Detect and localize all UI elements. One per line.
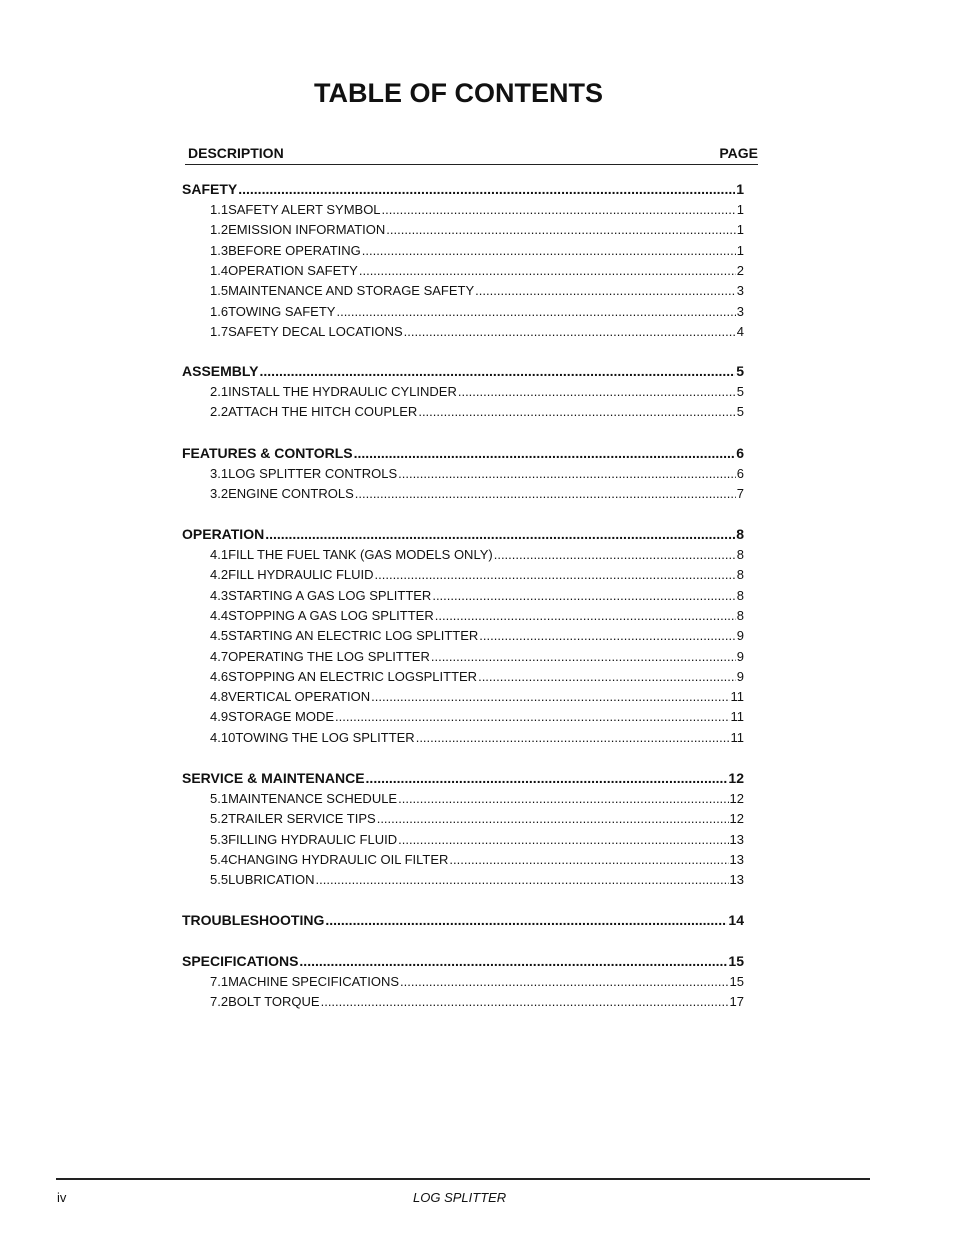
page-title: TABLE OF CONTENTS	[314, 78, 603, 108]
toc-item-label: STOPPING A GAS LOG SPLITTER	[228, 607, 434, 623]
toc-item-number: 7.2	[210, 994, 229, 1010]
toc-item-page: 13	[729, 831, 744, 847]
toc-item[interactable]	[182, 283, 744, 301]
toc-item-label: STARTING A GAS LOG SPLITTER	[228, 587, 432, 603]
toc-item[interactable]	[182, 567, 744, 585]
toc-item-number: 5.4	[210, 851, 229, 867]
toc-item-number: 4.5	[210, 628, 229, 644]
toc-item[interactable]	[182, 832, 744, 850]
dot-leader	[386, 222, 735, 237]
toc-item-number: 1.5	[210, 283, 229, 299]
dot-leader	[398, 466, 736, 481]
toc-item-label: LOG SPLITTER CONTROLS	[228, 466, 398, 481]
dot-leader	[375, 567, 736, 582]
toc-item[interactable]	[182, 811, 744, 829]
toc-section-title: SPECIFICATIONS	[182, 953, 299, 969]
toc-item-label: ATTACH THE HITCH COUPLER	[228, 404, 418, 420]
dot-leader	[478, 669, 736, 684]
toc-section-2[interactable]	[182, 363, 744, 383]
toc-item[interactable]	[182, 974, 744, 992]
toc-item[interactable]	[182, 404, 744, 422]
toc-item-label: OPERATION SAFETY	[228, 262, 358, 278]
toc-section-5[interactable]	[182, 770, 744, 790]
dot-leader	[432, 588, 735, 603]
dot-leader	[382, 202, 736, 217]
toc-item-page: 8	[736, 587, 744, 603]
toc-item-label: TOWING THE LOG SPLITTER	[235, 729, 415, 745]
toc-section-page: 5	[736, 363, 744, 379]
toc-item-label: MAINTENANCE AND STORAGE SAFETY	[228, 283, 475, 299]
toc-item-page: 3	[736, 303, 744, 319]
toc-item-label: CHANGING HYDRAULIC OIL FILTER	[228, 851, 449, 867]
toc-section-1[interactable]	[182, 181, 744, 201]
toc-item-page: 1	[736, 202, 744, 217]
dot-leader	[359, 263, 736, 278]
dot-leader	[362, 243, 736, 258]
toc-item-number: 5.5	[210, 872, 229, 888]
toc-item[interactable]	[182, 547, 744, 565]
toc-item-number: 4.8	[210, 689, 229, 705]
toc-item-page: 12	[729, 811, 744, 827]
toc-item-label: FILL HYDRAULIC FLUID	[228, 567, 374, 583]
dot-leader	[260, 363, 736, 379]
footer-page-number: iv	[57, 1190, 67, 1205]
toc-item-number: 1.6	[210, 303, 229, 319]
toc-section-6[interactable]	[182, 912, 744, 932]
dot-leader	[400, 974, 729, 989]
toc-item-page: 13	[729, 872, 744, 888]
dot-leader	[336, 304, 735, 319]
toc-item[interactable]	[182, 202, 744, 220]
toc-item[interactable]	[182, 608, 744, 626]
toc-section-title: SERVICE & MAINTENANCE	[182, 770, 365, 786]
description-column-header: DESCRIPTION	[188, 145, 284, 161]
toc-item[interactable]	[182, 628, 744, 646]
dot-leader	[371, 689, 729, 704]
toc-item[interactable]	[182, 384, 744, 402]
toc-item-number: 5.1	[210, 791, 229, 806]
toc-item[interactable]	[182, 588, 744, 606]
dot-leader	[398, 832, 728, 847]
toc-section-page: 15	[728, 953, 744, 969]
toc-item[interactable]	[182, 466, 744, 484]
toc-item-label: TRAILER SERVICE TIPS	[228, 811, 376, 827]
toc-item[interactable]	[182, 994, 744, 1012]
toc-item-label: VERTICAL OPERATION	[228, 689, 371, 705]
toc-item-label: LUBRICATION	[228, 872, 315, 888]
toc-item[interactable]	[182, 304, 744, 322]
toc-item-number: 4.7	[210, 648, 229, 664]
toc-item-label: STOPPING AN ELECTRIC LOGSPLITTER	[228, 668, 478, 684]
toc-header	[185, 144, 758, 165]
toc-item[interactable]	[182, 263, 744, 281]
dot-leader	[404, 324, 736, 339]
toc-item-page: 7	[736, 486, 744, 502]
toc-section-3[interactable]	[182, 445, 744, 465]
toc-item[interactable]	[182, 730, 744, 748]
dot-leader	[265, 526, 735, 542]
dot-leader	[449, 852, 728, 867]
toc-item-label: INSTALL THE HYDRAULIC CYLINDER	[228, 384, 457, 399]
toc-item-page: 15	[729, 974, 744, 989]
toc-item-label: SAFETY DECAL LOCATIONS	[228, 323, 403, 339]
toc-item-page: 17	[729, 994, 744, 1010]
dot-leader	[475, 283, 736, 298]
dot-leader	[377, 811, 729, 826]
toc-item-number: 1.3	[210, 242, 229, 258]
toc-item-number: 5.3	[210, 831, 229, 847]
toc-item-page: 9	[736, 648, 744, 664]
dot-leader	[316, 872, 729, 887]
toc-item-number: 1.7	[210, 323, 229, 339]
toc-item-number: 4.2	[210, 567, 229, 583]
toc-item-page: 11	[730, 689, 744, 705]
toc-item-page: 5	[736, 384, 744, 399]
page-column-header: PAGE	[719, 145, 758, 161]
toc-item-number: 5.2	[210, 811, 229, 827]
dot-leader	[479, 628, 736, 643]
toc-item-page: 9	[736, 628, 744, 644]
toc-item[interactable]	[182, 689, 744, 707]
toc-item-label: MACHINE SPECIFICATIONS	[228, 974, 400, 989]
toc-section-7[interactable]	[182, 953, 744, 973]
toc-section-page: 6	[736, 445, 744, 461]
toc-item-page: 8	[736, 547, 744, 562]
toc-item-page: 4	[736, 323, 744, 339]
toc-item-number: 1.4	[210, 262, 229, 278]
toc-item-page: 6	[736, 466, 744, 481]
toc-item-number: 4.9	[210, 709, 229, 725]
toc-item-number: 2.1	[210, 384, 229, 399]
toc-item-page: 12	[729, 791, 744, 806]
toc-item-number: 2.2	[210, 404, 229, 420]
toc-item[interactable]	[182, 486, 744, 504]
toc-item-page: 13	[729, 851, 744, 867]
toc-item[interactable]	[182, 324, 744, 342]
toc-item-page: 8	[736, 567, 744, 583]
toc-item-label: ENGINE CONTROLS	[228, 486, 354, 502]
dot-leader	[354, 445, 736, 461]
toc-item-label: BOLT TORQUE	[228, 994, 320, 1010]
toc-item[interactable]	[182, 243, 744, 261]
toc-item[interactable]	[182, 791, 744, 809]
dot-leader	[435, 608, 736, 623]
toc-item-number: 7.1	[210, 974, 229, 989]
toc-item-page: 1	[736, 222, 744, 238]
toc-item[interactable]	[182, 222, 744, 240]
toc-item-label: FILL THE FUEL TANK (GAS MODELS ONLY)	[228, 547, 493, 562]
dot-leader	[416, 730, 730, 745]
toc-section-title: SAFETY	[182, 181, 238, 197]
toc-item-number: 1.2	[210, 222, 229, 238]
toc-item-page: 2	[736, 262, 744, 278]
toc-item-number: 4.6	[210, 668, 229, 684]
toc-item-label: EMISSION INFORMATION	[228, 222, 386, 238]
toc-item[interactable]	[182, 709, 744, 727]
toc-section-page: 12	[728, 770, 744, 786]
toc-item-label: FILLING HYDRAULIC FLUID	[228, 831, 398, 847]
toc-item-number: 4.4	[210, 607, 229, 623]
dot-leader	[418, 404, 735, 419]
toc-item-page: 9	[736, 668, 744, 684]
toc-section-title: TROUBLESHOOTING	[182, 912, 325, 928]
footer-document-title: LOG SPLITTER	[413, 1190, 507, 1205]
dot-leader	[494, 547, 736, 562]
toc-item-number: 4.3	[210, 587, 229, 603]
toc-item[interactable]	[182, 669, 744, 687]
toc-item[interactable]	[182, 852, 744, 870]
toc-section-page: 8	[736, 526, 744, 542]
toc-item[interactable]	[182, 872, 744, 890]
dot-leader	[431, 649, 736, 664]
toc-section-title: FEATURES & CONTORLS	[182, 445, 353, 461]
toc-item-label: OPERATING THE LOG SPLITTER	[228, 648, 430, 664]
toc-item[interactable]	[182, 649, 744, 667]
toc-section-4[interactable]	[182, 526, 744, 546]
toc-item-number: 3.1	[210, 466, 229, 481]
dot-leader	[366, 770, 728, 786]
toc-item-page: 11	[730, 709, 744, 725]
toc-item-number: 1.1	[210, 202, 229, 217]
toc-item-number: 4.10	[210, 729, 236, 745]
dot-leader	[325, 912, 727, 928]
toc-item-page: 8	[736, 607, 744, 623]
toc-item-label: TOWING SAFETY	[228, 303, 336, 319]
toc-item-label: MAINTENANCE SCHEDULE	[228, 791, 398, 806]
toc-item-page: 5	[736, 404, 744, 420]
toc-section-title: OPERATION	[182, 526, 265, 542]
dot-leader	[299, 953, 727, 969]
toc-item-number: 3.2	[210, 486, 229, 502]
dot-leader	[321, 994, 729, 1009]
dot-leader	[335, 709, 729, 724]
toc-section-page: 14	[728, 912, 744, 928]
toc-section-title: ASSEMBLY	[182, 363, 259, 379]
toc-item-page: 11	[730, 729, 744, 745]
dot-leader	[238, 181, 735, 197]
toc-item-page: 1	[736, 242, 744, 258]
toc-item-label: STARTING AN ELECTRIC LOG SPLITTER	[228, 628, 479, 644]
toc-item-label: STORAGE MODE	[228, 709, 335, 725]
dot-leader	[458, 384, 736, 399]
toc-item-label: BEFORE OPERATING	[228, 242, 361, 258]
footer-divider	[56, 1178, 870, 1180]
dot-leader	[398, 791, 728, 806]
dot-leader	[355, 486, 736, 501]
toc-item-page: 3	[736, 283, 744, 299]
toc-item-number: 4.1	[210, 547, 229, 562]
toc-item-label: SAFETY ALERT SYMBOL	[228, 202, 381, 217]
toc-section-page: 1	[736, 181, 744, 197]
